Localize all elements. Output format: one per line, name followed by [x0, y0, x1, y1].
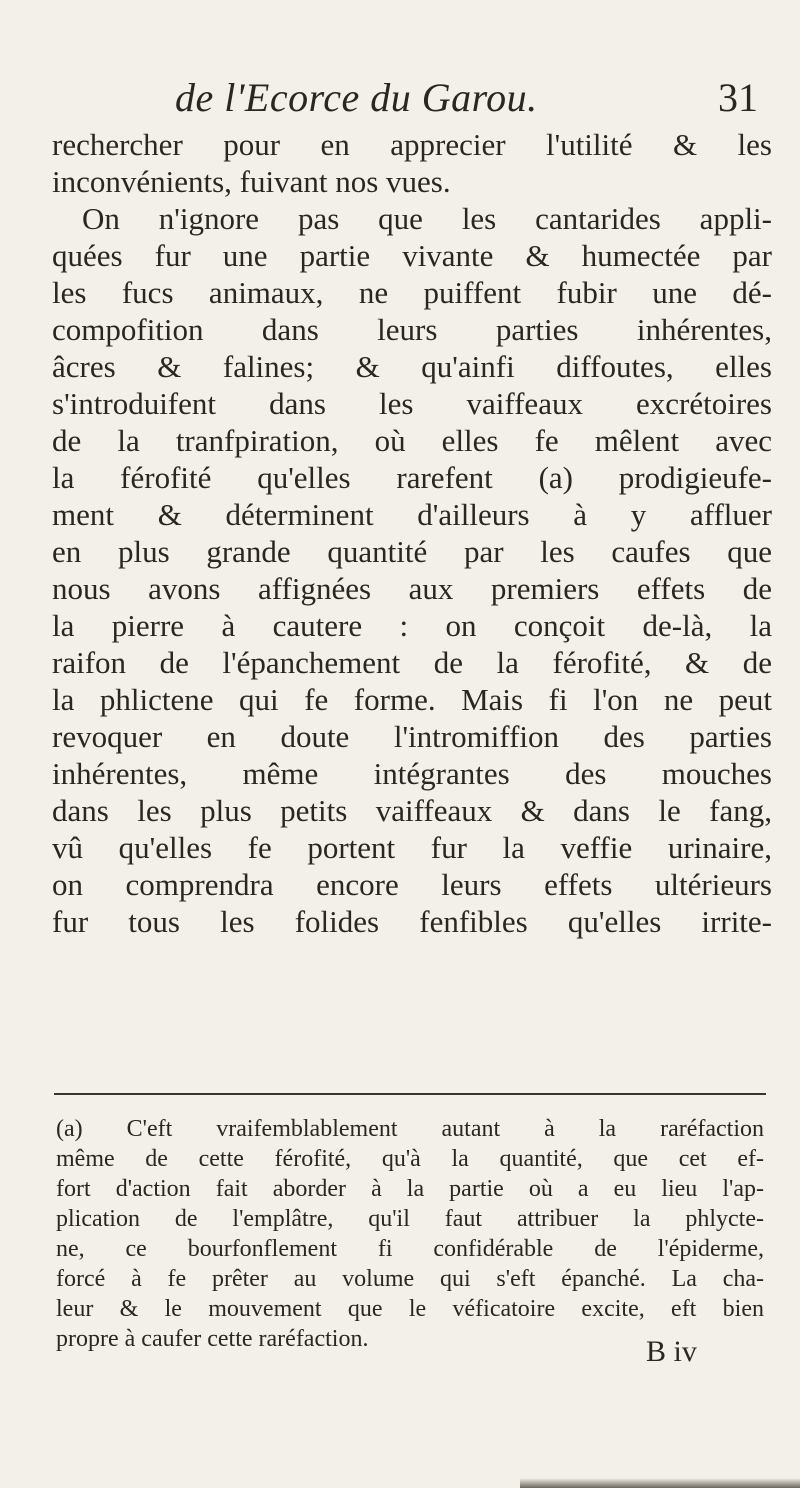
text-line: la pierre à cautere : on conçoit de-là, la — [52, 608, 772, 643]
text-line: compofition dans leurs parties inhérentes, — [52, 312, 772, 347]
text-line: on comprendra encore leurs effets ultérieurs — [52, 867, 772, 902]
text-line: la férofité qu'elles rarefent (a) prodigieufe- — [52, 460, 772, 495]
text-line: de la tranfpiration, où elles fe mêlent avec — [52, 423, 772, 458]
footnote-line: même de cette férofité, qu'à la quantité, que cet ef- — [56, 1146, 764, 1172]
text-line: dans les plus petits vaiffeaux & dans le fang, — [52, 793, 772, 828]
text-line: en plus grande quantité par les caufes que — [52, 534, 772, 569]
text-line: inconvénients, fuivant nos vues. — [52, 164, 451, 199]
footnote-line: plication de l'emplâtre, qu'il faut attribuer la phlycte- — [56, 1206, 764, 1232]
main-text — [52, 126, 772, 940]
text-line: les fucs animaux, ne puiffent fubir une dé- — [52, 275, 772, 310]
text-line: nous avons affignées aux premiers effets de — [52, 571, 772, 606]
text-line: ment & déterminent d'ailleurs à y affluer — [52, 497, 772, 532]
footnote-line: forcé à fe prêter au volume qui s'eft épanché. La cha- — [56, 1266, 764, 1292]
running-head: de l'Ecorce du Garou. — [175, 75, 538, 120]
text-line: raifon de l'épanchement de la férofité, & de — [52, 645, 772, 680]
text-line: On n'ignore pas que les cantarides appli- — [82, 201, 772, 236]
text-line: fur tous les folides fenfibles qu'elles irrite- — [52, 904, 772, 939]
page-number: 31 — [718, 75, 758, 120]
page-edge-shadow — [520, 1478, 800, 1488]
text-line: inhérentes, même intégrantes des mouches — [52, 756, 772, 791]
footnote-line: leur & le mouvement que le véficatoire excite, eft bien — [56, 1296, 764, 1322]
footnote — [56, 1114, 764, 1354]
footnote-line: fort d'action fait aborder à la partie où a eu lieu l'ap- — [56, 1176, 764, 1202]
footnote-divider — [54, 1093, 766, 1095]
text-line: s'introduifent dans les vaiffeaux excrétoires — [52, 386, 772, 421]
text-line: vû qu'elles fe portent fur la veffie urinaire, — [52, 830, 772, 865]
text-line: rechercher pour en apprecier l'utilité & les — [52, 127, 772, 162]
text-line: la phlictene qui fe forme. Mais fi l'on ne peut — [52, 682, 772, 717]
footnote-line: ne, ce bourfonflement fi confidérable de l'épiderme, — [56, 1236, 764, 1262]
text-line: âcres & falines; & qu'ainfi diffoutes, elles — [52, 349, 772, 384]
footnote-line: propre à caufer cette raréfaction. — [56, 1326, 369, 1352]
text-line: revoquer en doute l'intromiffion des parties — [52, 719, 772, 754]
page-header — [0, 70, 800, 130]
footnote-line: (a) C'eft vraifemblablement autant à la raréfaction — [56, 1116, 764, 1142]
text-line: quées fur une partie vivante & humectée par — [52, 238, 772, 273]
signature-mark: B iv — [646, 1335, 697, 1368]
